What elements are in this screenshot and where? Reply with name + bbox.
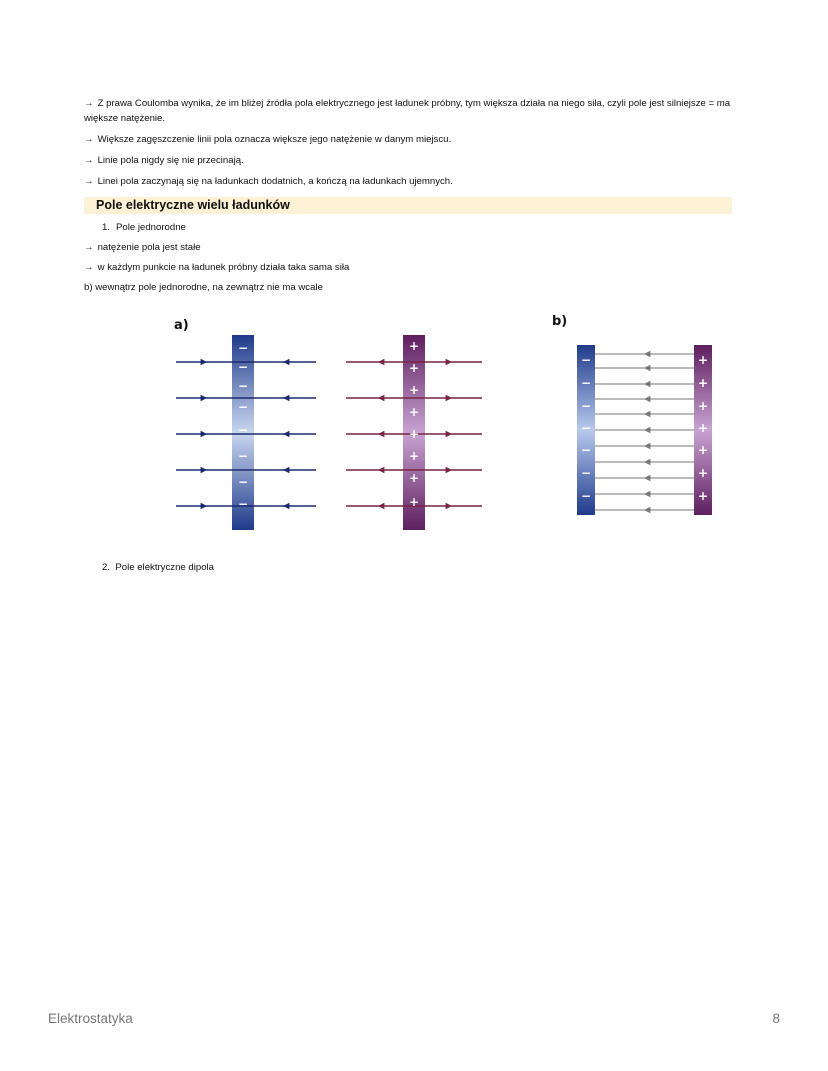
plus-sign: + — [697, 489, 709, 503]
field-arrowhead — [644, 443, 650, 449]
plus-sign: + — [697, 466, 709, 480]
field-arrowhead — [446, 359, 452, 365]
minus-sign: − — [580, 353, 592, 367]
footer-title: Elektrostatyka — [48, 1011, 133, 1026]
minus-sign: − — [237, 400, 249, 414]
field-arrowhead — [644, 507, 650, 513]
field-arrowhead — [283, 359, 289, 365]
sub-item-text: w każdym punkcie na ładunek próbny działa taka sama siła — [97, 262, 350, 273]
field-arrowhead — [644, 365, 650, 371]
field-arrowhead — [644, 427, 650, 433]
minus-sign: − — [237, 423, 249, 437]
plus-sign: + — [697, 421, 709, 435]
plus-sign: + — [408, 471, 420, 485]
arrow-icon: → — [84, 262, 94, 273]
note-b: b) wewnątrz pole jednorodne, na zewnątrz nie ma wcale — [84, 282, 323, 293]
minus-sign: − — [237, 497, 249, 511]
arrow-icon: → — [84, 134, 94, 145]
minus-sign: − — [580, 376, 592, 390]
plus-sign: + — [697, 376, 709, 390]
field-arrowhead — [201, 467, 207, 473]
minus-sign: − — [580, 489, 592, 503]
field-arrowhead — [201, 503, 207, 509]
field-arrowhead — [446, 503, 452, 509]
field-arrowhead — [201, 395, 207, 401]
field-arrowhead — [446, 467, 452, 473]
plus-sign: + — [408, 495, 420, 509]
field-arrowhead — [283, 503, 289, 509]
minus-sign: − — [580, 443, 592, 457]
plus-sign: + — [408, 339, 420, 353]
minus-sign: − — [237, 379, 249, 393]
list-item-text: Pole elektryczne dipola — [115, 562, 215, 573]
intro-item-text: Większe zagęszczenie linii pola oznacza większe jego natężenie w danym miejscu. — [97, 134, 452, 145]
arrow-icon: → — [84, 155, 94, 166]
field-arrowhead — [644, 475, 650, 481]
field-arrowhead — [201, 431, 207, 437]
field-arrowhead — [644, 491, 650, 497]
plus-sign: + — [697, 353, 709, 367]
field-arrowhead — [378, 503, 384, 509]
field-arrowhead — [644, 381, 650, 387]
figure-label-a: a) — [174, 318, 189, 333]
list-number: 2. — [102, 562, 111, 573]
sub-item-text: natężenie pola jest stałe — [97, 242, 201, 253]
field-arrowhead — [446, 431, 452, 437]
list-item-2 — [102, 562, 214, 573]
field-arrowhead — [378, 395, 384, 401]
plus-sign: + — [408, 383, 420, 397]
figure-a — [176, 335, 482, 530]
figure-b — [577, 345, 712, 515]
arrow-icon: → — [84, 176, 94, 187]
minus-sign: − — [237, 341, 249, 355]
plus-sign: + — [408, 361, 420, 375]
list-number: 1. — [102, 222, 111, 233]
field-arrowhead — [378, 359, 384, 365]
field-arrowhead — [283, 431, 289, 437]
field-arrowhead — [644, 351, 650, 357]
field-arrowhead — [378, 431, 384, 437]
minus-sign: − — [580, 421, 592, 435]
minus-sign: − — [237, 475, 249, 489]
field-arrowhead — [644, 396, 650, 402]
page-number: 8 — [772, 1011, 780, 1026]
field-arrowhead — [283, 395, 289, 401]
minus-sign: − — [580, 466, 592, 480]
field-arrowhead — [644, 459, 650, 465]
intro-item-text: Z prawa Coulomba wynika, że im bliżej źródła pola elektrycznego jest ładunek próbny, tym większa działa na niego siła, czyli pole jest silniejsze = ma większe natężenie. — [84, 98, 731, 124]
plus-sign: + — [408, 427, 420, 441]
section-heading: Pole elektryczne wielu ładunków — [84, 197, 732, 214]
intro-item-text: Linie pola nigdy się nie przecinają. — [97, 155, 244, 166]
plus-sign: + — [697, 399, 709, 413]
field-arrowhead — [378, 467, 384, 473]
arrow-icon: → — [84, 242, 94, 253]
field-arrowhead — [283, 467, 289, 473]
field-arrowhead — [446, 395, 452, 401]
plus-sign: + — [408, 405, 420, 419]
arrow-icon: → — [84, 98, 94, 109]
list-item-text: Pole jednorodne — [116, 222, 186, 233]
minus-sign: − — [237, 360, 249, 374]
minus-sign: − — [580, 399, 592, 413]
figure-label-b: b) — [552, 314, 568, 329]
plus-sign: + — [408, 449, 420, 463]
minus-sign: − — [237, 449, 249, 463]
plus-sign: + — [697, 443, 709, 457]
field-arrowhead — [644, 411, 650, 417]
intro-item-text: Linei pola zaczynają się na ładunkach dodatnich, a kończą na ładunkach ujemnych. — [97, 176, 453, 187]
field-arrowhead — [201, 359, 207, 365]
